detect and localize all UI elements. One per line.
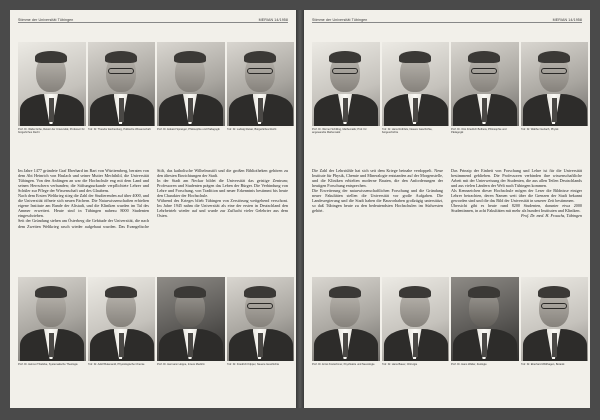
top-portrait-row — [312, 42, 582, 137]
portrait-caption: Prof. Dr. Werner Schilling, Mathematik; Prof. für angewandte Mathematik — [312, 128, 367, 134]
portrait-card — [18, 42, 86, 137]
article-paragraph: In der Stadt am Neckar bildet die Universität das geistige Zentrum; Professoren und Studenten prägen das Leben der Bürger. Die Verbindung von Lehre und Forschung, von Tradition und neuer Erkenntnis bestimmt bis heute den Charakter der Hochschule. — [157, 178, 288, 199]
portrait-caption: Prof. Dr. Ludwig Raiser, Bürgerliches Recht — [226, 128, 277, 131]
portrait-card — [382, 277, 450, 372]
page-header — [18, 16, 288, 23]
portrait-photo — [88, 277, 156, 361]
article-paragraph: Übersicht gibt es heute rund 8200 Studenten, darunter etwa 2000 Studentinnen, in acht Fakultäten mit mehr als hundert Instituten und Kliniken. — [451, 203, 582, 214]
bottom-portrait-row — [312, 277, 582, 372]
portrait-card — [521, 277, 589, 372]
article-paragraph: Die Zahl der Lehrstühle hat sich seit dem Kriege beinahe verdoppelt. Neue Institute für Physik, Chemie und Mineralogie entstanden auf der Morgenstelle, und die Kliniken erhielten moderne Bauten, die den Anforderungen der heutigen Forschung entsprechen. — [312, 168, 443, 189]
portrait-card — [312, 42, 380, 137]
portrait-card — [88, 277, 156, 372]
portrait-caption: Prof. Dr. Otto Friedrich Bollnow, Philosophie und Pädagogik — [451, 128, 507, 134]
portrait-photo — [18, 42, 86, 126]
portrait-caption: Prof. Dr. Hermann Hoppe, Innere Medizin — [157, 363, 205, 366]
top-portrait-row — [18, 42, 288, 137]
article-text — [18, 168, 288, 268]
portrait-caption: Prof. Dr. Walther Gerlach, Physik — [520, 128, 559, 131]
portrait-card — [18, 277, 86, 372]
portrait-photo — [157, 42, 225, 126]
header-right-text: MERIAN 14/1958 — [258, 18, 288, 22]
article-paragraph: Als Kennzeichen dieser Hochschule mögen der Leser die Bildnisse einiger Lehrer betrachten, deren Namen weit über die Grenzen der Stadt bekannt geworden sind und die das Bild der Universität in unserer Zeit bestimmen. — [451, 188, 582, 204]
left-page — [10, 10, 296, 408]
portrait-photo — [227, 277, 295, 361]
portrait-caption: Prof. Dr. Walter Erbe, Rektor der Universität, Professor für bürgerliches Recht — [18, 128, 85, 134]
portrait-photo — [157, 277, 225, 361]
portrait-photo — [382, 277, 450, 361]
portrait-photo — [312, 277, 380, 361]
portrait-card — [157, 277, 225, 372]
portrait-card — [451, 277, 519, 372]
portrait-photo — [521, 277, 589, 361]
portrait-card — [312, 277, 380, 372]
portrait-caption: Prof. Dr. Friedrich Kilpper, Neuere Geschichte — [226, 363, 280, 366]
article-text — [312, 168, 582, 268]
portrait-caption: Prof. Dr. Hans Rothfels, Neuere Geschichte, Zeitgeschichte — [381, 128, 433, 134]
portrait-photo — [312, 42, 380, 126]
header-right-text: MERIAN 14/1958 — [552, 18, 582, 22]
article-paragraph: Nach dem Ersten Weltkrieg stieg die Zahl der Studierenden auf über 4000, und die Universität öffnete sich neuen Fächern. Die Naturwissenschaften erhielten eigene Institute am Rande der Altstadt, und die Kliniken wurden im Tal des Ammer erweitert. Heute sind in Tübingen nahezu 8000 Studenten eingeschrieben. — [18, 193, 149, 219]
portrait-photo — [521, 42, 589, 126]
portrait-caption: Prof. Dr. Helmut Thielicke, Systematische Theologie — [18, 363, 78, 366]
portrait-photo — [88, 42, 156, 126]
portrait-card — [451, 42, 519, 137]
portrait-caption: Prof. Dr. Ernst Kretschmer, Psychiatrie und Neurologie — [312, 363, 375, 366]
portrait-caption: Prof. Dr. Theodor Eschenburg, Politische Wissenschaft — [87, 128, 151, 131]
article-paragraph: Seit der Gründung stehen am Österberg die Gebäude der Universität, die nach dem Zweiten Weltkrieg rasch wieder aufgebaut wurden. Das Evangelische Stift, das katholische Wilhelmsstift und die großen Bibliotheken gehören zu den ältesten Einrichtungen der Stadt. — [18, 168, 288, 229]
page-header — [312, 16, 582, 23]
article-paragraph: Im Jahre 1477 gründete Graf Eberhard im Bart von Württemberg, beraten von dem Abt Heinrich von Haslach und seiner Mutter Mechthild, die Universität Tübingen. Von den Anfängen an war die Hochschule eng mit dem Land und seinen Herrschern verbunden; die Stiftungsurkunde verpflichtete Lehrer und Schüler zur Pflege der Wissenschaft und des Glaubens. — [18, 168, 149, 194]
portrait-card — [88, 42, 156, 137]
portrait-caption: Prof. Dr. Adolf Butenandt, Physiologische Chemie — [87, 363, 145, 366]
book-spine — [296, 10, 304, 408]
header-left-text: Stimme der Universität Tübingen — [312, 18, 368, 22]
portrait-caption: Prof. Dr. Hans Bauer, Chirurgie — [381, 363, 418, 366]
portrait-photo — [451, 42, 519, 126]
portrait-photo — [18, 277, 86, 361]
portrait-photo — [227, 42, 295, 126]
bottom-portrait-row — [18, 277, 288, 372]
portrait-card — [521, 42, 589, 137]
portrait-photo — [451, 277, 519, 361]
article-paragraph: Während des Krieges blieb Tübingen von Zerstörung weitgehend verschont. Im Jahre 1945 nahm die Universität als eine der ersten in Deutschland den Lehrbetrieb wieder auf und wurde zur Zuflucht vieler Gelehrter aus dem Osten. — [157, 198, 288, 219]
portrait-card — [227, 277, 295, 372]
portrait-card — [157, 42, 225, 137]
header-left-text: Stimme der Universität Tübingen — [18, 18, 74, 22]
right-page — [304, 10, 590, 408]
author-signature: Prof. Dr. med. H. Frauchs, Tübingen — [520, 213, 582, 219]
portrait-card — [227, 42, 295, 137]
portrait-photo — [382, 42, 450, 126]
article-paragraph: Das Prinzip der Einheit von Forschung und Lehre ist für die Universität bestimmend geblieben. Die Professoren verbinden ihre wissenschaftliche Arbeit mit der Unterweisung der Studenten, die aus allen Teilen Deutschlands und aus vielen Ländern der Welt nach Tübingen kommen. — [451, 168, 582, 189]
portrait-caption: Prof. Dr. Eduard Spranger, Philosophie und Pädagogik — [157, 128, 220, 131]
portrait-card — [382, 42, 450, 137]
portrait-caption: Prof. Dr. Hans Walter, Zoologie — [451, 363, 487, 366]
article-paragraph: Die Erweiterung der naturwissenschaftlichen Forschung und die Gründung neuer Fakultäten stellen die Universität vor große Aufgaben. Die Landesregierung und die Stadt haben die Bauvorhaben großzügig unterstützt, so daß Tübingen heute zu den bedeutendsten Hochschulen im Südwesten gehört. — [312, 188, 443, 214]
portrait-caption: Prof. Dr. Eberhard Wildhagen, Botanik — [520, 363, 565, 366]
